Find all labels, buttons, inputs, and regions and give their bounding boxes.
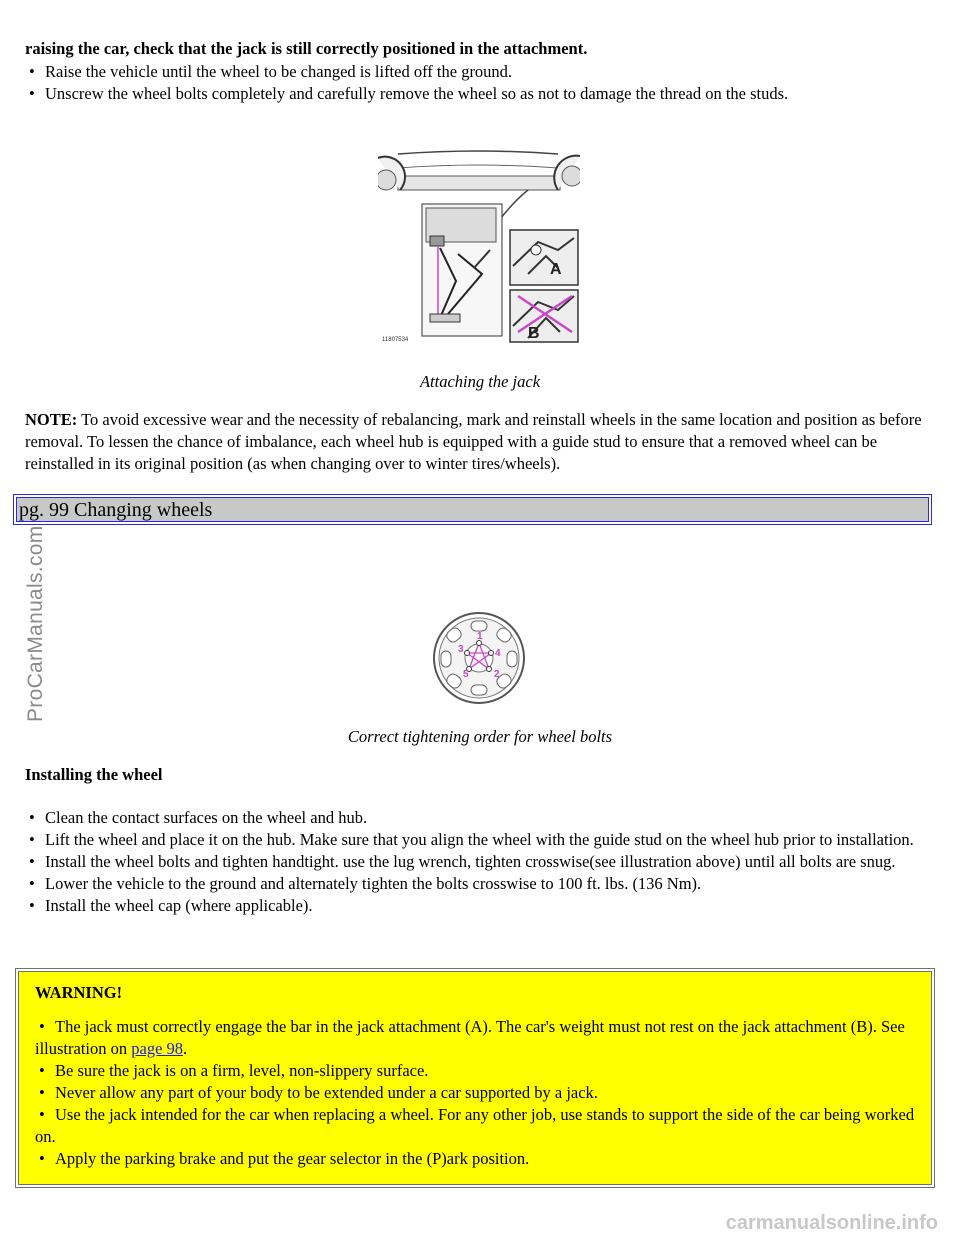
- figure-caption-jack: Attaching the jack: [419, 372, 541, 391]
- warning-content: [18, 971, 932, 1185]
- list-item: • Apply the parking brake and put the gear selector in the (P)ark position.: [35, 1148, 915, 1170]
- section-header-title: pg. 99 Changing wheels: [16, 497, 929, 522]
- list-item: • Unscrew the wheel bolts completely and carefully remove the wheel so as not to damage the thread on the studs.: [25, 83, 935, 105]
- intro-bold-text: raising the car, check that the jack is still correctly positioned in the attachment.: [25, 39, 588, 58]
- installing-heading: Installing the wheel: [25, 765, 163, 784]
- list-item: • Never allow any part of your body to be extended under a car supported by a jack.: [35, 1082, 915, 1104]
- warning-title: WARNING!: [35, 983, 123, 1002]
- bolt-number-1: 1: [477, 631, 483, 642]
- jack-illustration-svg: [378, 146, 580, 345]
- list-item: • Clean the contact surfaces on the wheel and hub.: [25, 807, 935, 829]
- bolt-number-3: 3: [458, 644, 464, 655]
- warning-bullet-text: The jack must correctly engage the bar in the jack attachment (A). The car's weight must not rest on the jack attachment (B). See illustration on: [35, 1017, 905, 1058]
- note-text: To avoid excessive wear and the necessity of rebalancing, mark and reinstall wheels in the same location and position as before removal. To lessen the chance of imbalance, each wheel hub is equipped with a guide stud to ensure that a removed wheel can be reinstalled in its original position (as when changing over to winter tires/wheels).: [25, 410, 922, 473]
- warning-bullet-list: [35, 1016, 915, 1170]
- bolt-number-5: 5: [463, 669, 469, 680]
- top-bullet-list: [25, 61, 935, 105]
- warning-bullet-end: .: [183, 1039, 188, 1058]
- list-item: • Lower the vehicle to the ground and alternately tighten the bolts crosswise to 100 ft. lbs. (136 Nm).: [25, 873, 935, 895]
- page-98-link[interactable]: page 98: [131, 1039, 184, 1058]
- side-watermark: ProCarManuals.com: [24, 525, 47, 722]
- warning-box: [15, 968, 935, 1188]
- installing-bullet-list: [25, 807, 935, 917]
- jack-attachment-illustration: [378, 146, 580, 345]
- note-label: NOTE:: [25, 410, 78, 429]
- wheel-illustration-svg: [431, 611, 527, 705]
- label-b: B: [528, 325, 540, 342]
- figure-caption-wheel: Correct tightening order for wheel bolts: [347, 727, 613, 746]
- list-item: • Install the wheel bolts and tighten handtight. use the lug wrench, tighten crosswise(see illustration above) until all bolts are snug.: [25, 851, 935, 873]
- wheel-bolt-order-illustration: [431, 611, 527, 705]
- label-a: A: [550, 261, 562, 278]
- bolt-number-4: 4: [495, 648, 501, 659]
- list-item: [35, 1016, 915, 1060]
- figure-code: 11807534: [382, 337, 409, 343]
- list-item: • Install the wheel cap (where applicable).: [25, 895, 935, 917]
- note-paragraph: [25, 409, 935, 475]
- list-item: • Be sure the jack is on a firm, level, non-slippery surface.: [35, 1060, 915, 1082]
- footer-watermark: carmanualsonline.info: [725, 1212, 938, 1234]
- list-item: • Use the jack intended for the car when replacing a wheel. For any other job, use stands to support the side of the car being worked on.: [35, 1104, 915, 1148]
- section-header: [13, 494, 932, 525]
- bolt-number-2: 2: [494, 669, 500, 680]
- list-item: • Raise the vehicle until the wheel to be changed is lifted off the ground.: [25, 61, 935, 83]
- list-item: • Lift the wheel and place it on the hub. Make sure that you align the wheel with the guide stud on the wheel hub prior to installation.: [25, 829, 935, 851]
